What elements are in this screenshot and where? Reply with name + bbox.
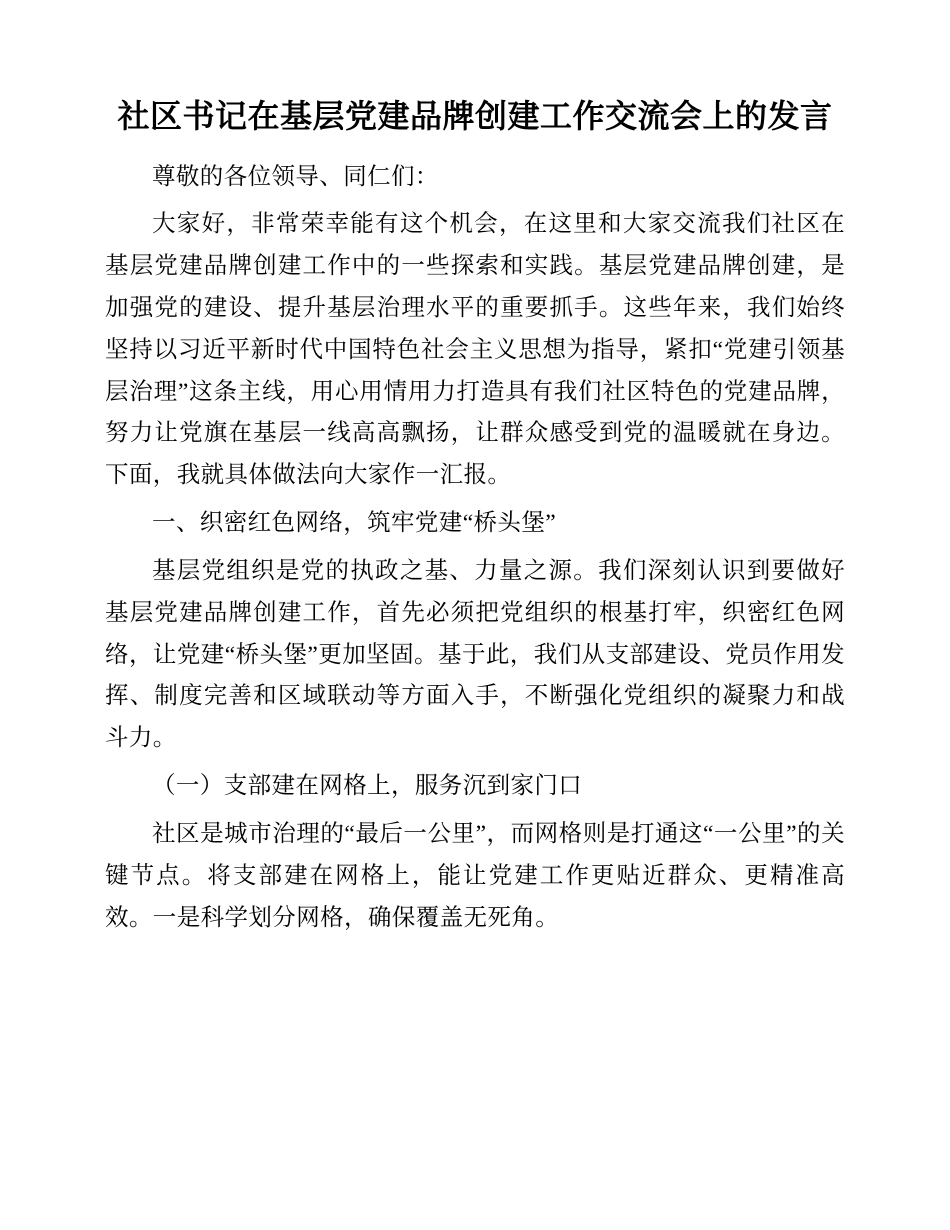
paragraph-salutation: 尊敬的各位领导、同仁们： xyxy=(152,163,439,190)
paragraph-section-one-body: 基层党组织是党的执政之基、力量之源。我们深刻认识到要做好基层党建品牌创建工作，首先必须把党组织的根基打牢，织密红色网络，让党建“桥头堡”更加坚固。基于此，我们从支部建设、党员作用发挥、制度完善和区域联动等方面入手，不断强化党组织的凝聚力和战斗力。 xyxy=(105,557,845,752)
paragraph-opening: 大家好，非常荣幸能有这个机会，在这里和大家交流我们社区在基层党建品牌创建工作中的一些探索和实践。基层党建品牌创建，是加强党的建设、提升基层治理水平的重要抓手。这些年来，我们始终坚持以习近平新时代中国特色社会主义思想为指导，紧扣“党建引领基层治理”这条主线，用心用情用力打造具有我们社区特色的党建品牌，努力让党旗在基层一线高高飘扬，让群众感受到党的温暖就在身边。下面，我就具体做法向大家作一汇报。 xyxy=(105,211,845,489)
subsection-heading-one-1: （一）支部建在网格上，服务沉到家门口 xyxy=(152,773,583,800)
page-title: 社区书记在基层党建品牌创建工作交流会上的发言 xyxy=(117,97,833,135)
section-heading-one: 一、织密红色网络，筑牢党建“桥头堡” xyxy=(152,510,557,537)
paragraph-subsection-one-1-body: 社区是城市治理的“最后一公里”，而网格则是打通这“一公里”的关键节点。将支部建在网格上，能让党建工作更贴近群众、更精准高效。一是科学划分网格，确保覆盖无死角。 xyxy=(105,820,845,931)
